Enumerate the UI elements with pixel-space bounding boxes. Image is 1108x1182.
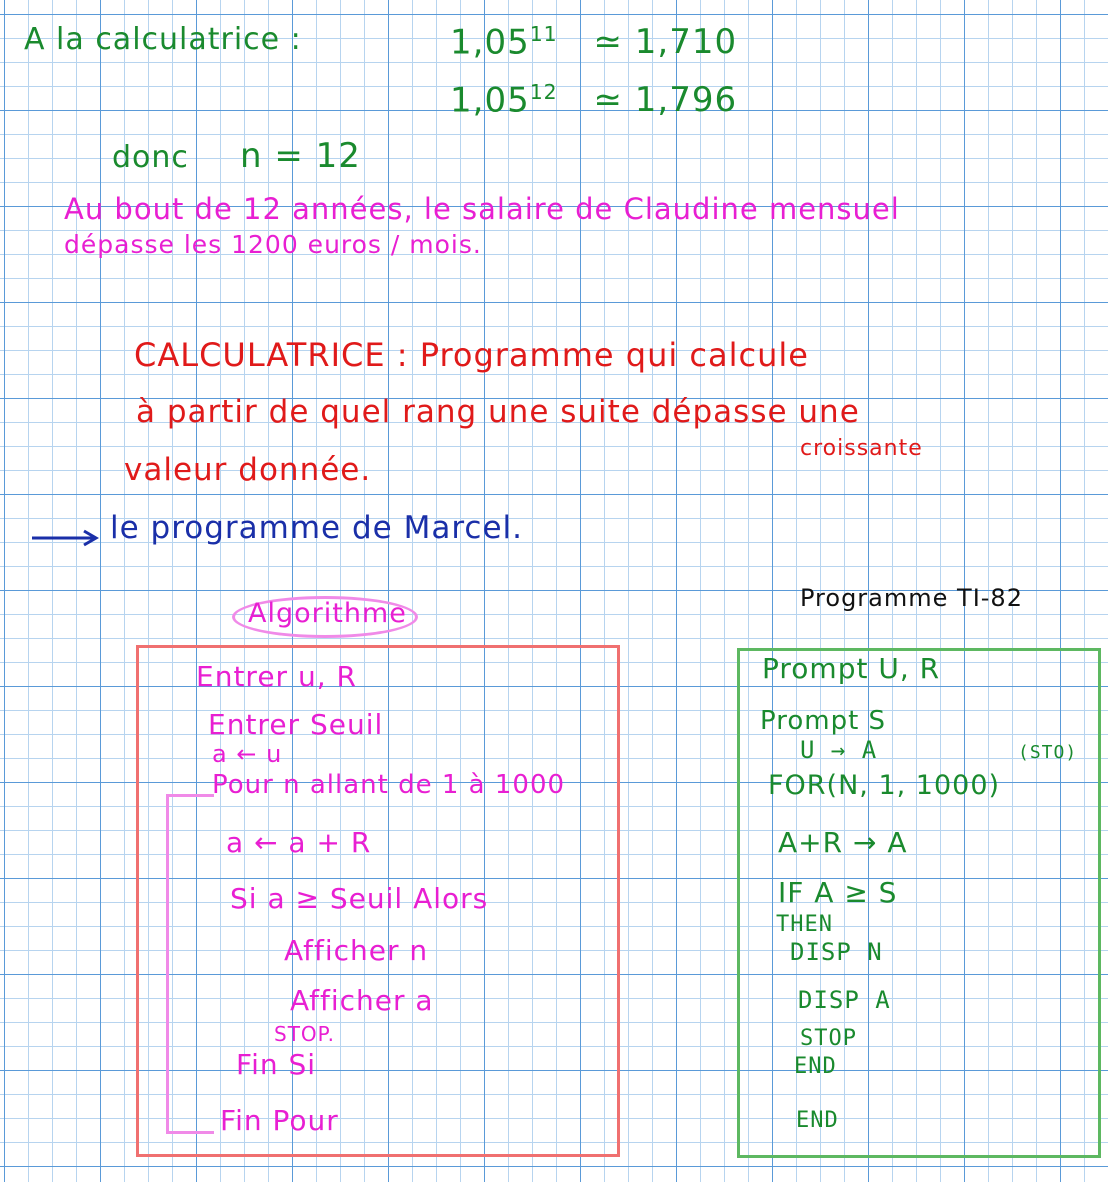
calculatrice-line-1: CALCULATRICE : Programme qui calcule [134, 336, 809, 374]
calculatrice-line-3: valeur donnée. [124, 452, 372, 488]
algo-line-si: Si a ≥ Seuil Alors [230, 882, 489, 915]
ti-line-end-for: END [796, 1108, 839, 1133]
calculatrice-line-2 [136, 394, 860, 430]
algo-line-fin-si: Fin Si [236, 1048, 317, 1081]
marcel-program-text: le programme de Marcel. [110, 510, 523, 546]
ti-line-disp-n: DISP N [790, 938, 883, 966]
ti-line-disp-a: DISP A [798, 986, 891, 1014]
algo-line-entrer-seuil: Entrer Seuil [208, 708, 384, 741]
calc-line-2-exponent: 12 [529, 80, 558, 104]
algo-line-afficher-n: Afficher n [284, 934, 429, 967]
calculatrice-croissante: croissante [800, 436, 923, 461]
ti-line-end-if: END [794, 1054, 837, 1079]
ti-line-for: FOR(N, 1, 1000) [768, 770, 1001, 801]
calc-line-2 [450, 80, 737, 120]
algo-line-increment: a ← a + R [226, 826, 372, 859]
calc-line-2-result: ≃ 1,796 [593, 80, 738, 121]
conclusion-line-1: Au bout de 12 années, le salaire de Claudine mensuel [64, 192, 900, 226]
ti-line-sto-note: (STO) [1018, 742, 1078, 763]
ti-line-then: THEN [776, 912, 833, 937]
ti-line-if: IF A ≥ S [778, 876, 898, 909]
algorithme-title: Algorithme [248, 598, 407, 629]
conclusion-line-2: dépasse les 1200 euros / mois. [64, 230, 482, 259]
n-result: n = 12 [240, 136, 361, 176]
calc-line-1-result: ≃ 1,710 [593, 22, 738, 63]
calc-intro: A la calculatrice : [24, 22, 302, 57]
algo-line-afficher-a: Afficher a [290, 984, 434, 1017]
calc-line-2-base: 1,05 [450, 80, 530, 121]
calc-line-1-base: 1,05 [450, 22, 530, 63]
calc-line-1-exponent: 11 [529, 22, 558, 46]
calculatrice-line-2-start: à partir de quel rang une suite [136, 394, 641, 430]
ti-title: Programme TI-82 [800, 584, 1023, 612]
ti-line-prompt-u-r: Prompt U, R [762, 652, 941, 685]
ti-line-store: U → A [800, 736, 878, 764]
loop-bracket [166, 794, 214, 1134]
ti-line-increment: A+R → A [778, 826, 908, 859]
algo-line-pour: Pour n allant de 1 à 1000 [212, 770, 566, 800]
ti-line-prompt-s: Prompt S [760, 706, 887, 736]
donc-label: donc [112, 140, 189, 175]
algo-line-entrer-u-r: Entrer u, R [196, 660, 357, 693]
right-arrow-icon [30, 528, 100, 548]
ti-line-stop: STOP [800, 1026, 857, 1051]
calculatrice-line-2-end: dépasse une [651, 394, 860, 430]
calc-line-1 [450, 22, 737, 62]
algo-line-init-a: a ← u [212, 740, 283, 768]
algo-line-stop: STOP. [274, 1022, 335, 1046]
algo-line-fin-pour: Fin Pour [220, 1104, 339, 1137]
